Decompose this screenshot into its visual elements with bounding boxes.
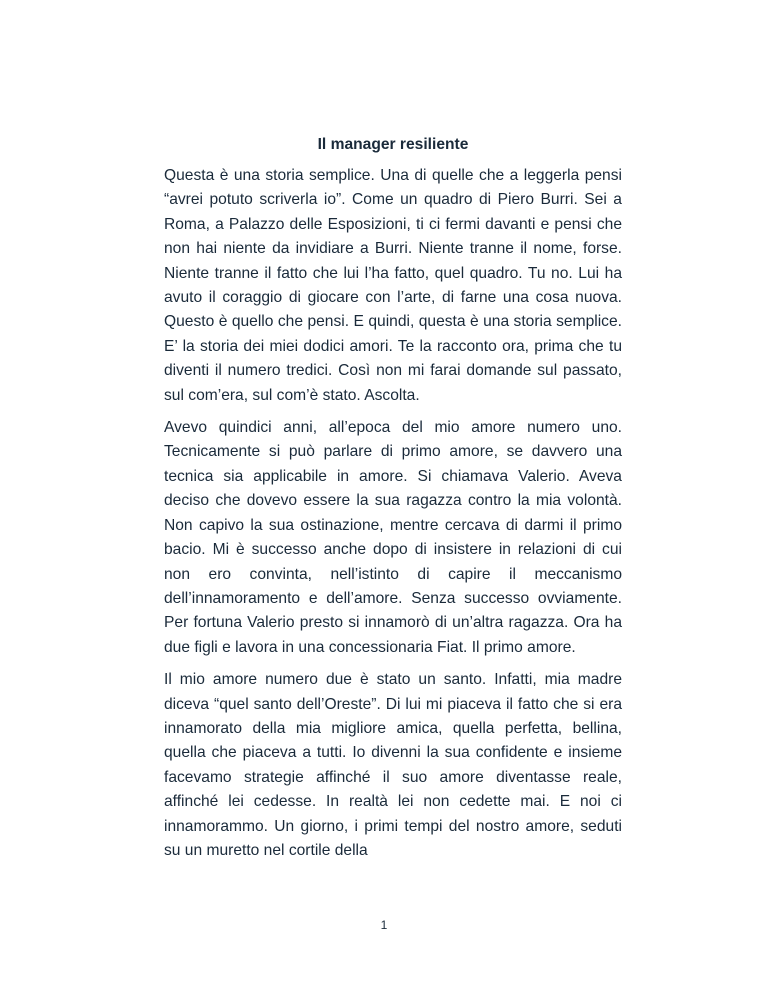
page-number: 1 bbox=[380, 918, 388, 932]
document-body bbox=[164, 133, 622, 871]
document-title: Il manager resiliente bbox=[317, 136, 469, 153]
paragraph-2: Avevo quindici anni, all’epoca del mio amore numero uno. Tecnicamente si può parlare di primo amore, se davvero una tecnica sia applicabile in amore. Si chiamava Valerio. Aveva deciso che dovevo essere la sua ragazza contro la mia volontà. Non capivo la sua ostinazione, mentre cercava di darmi il primo bacio. Mi è successo anche dopo di insistere in relazioni di cui non ero convinta, nell’istinto di capire il meccanismo dell’innamoramento e dell’amore. Senza successo ovviamente. Per fortuna Valerio presto si innamorò di un’altra ragazza. Ora ha due figli e lavora in una concessionaria Fiat. Il primo amore. bbox=[164, 419, 622, 656]
paragraph-1: Questa è una storia semplice. Una di quelle che a leggerla pensi “avrei potuto scriverla io”. Come un quadro di Piero Burri. Sei a Roma, a Palazzo delle Esposizioni, ti ci fermi davanti e pensi che non hai niente da invidiare a Burri. Niente tranne il nome, forse. Niente tranne il fatto che lui l’ha fatto, quel quadro. Tu no. Lui ha avuto il coraggio di giocare con l’arte, di farne una cosa nuova. Questo è quello che pensi. E quindi, questa è una storia semplice. E’ la storia dei miei dodici amori. Te la racconto ora, prima che tu diventi il numero tredici. Così non mi farai domande sul passato, sul com’era, sul com’è stato. Ascolta. bbox=[164, 167, 622, 404]
paragraph-3: Il mio amore numero due è stato un santo. Infatti, mia madre diceva “quel santo dell’Oreste”. Di lui mi piaceva il fatto che si era innamorato della mia migliore amica, quella perfetta, bellina, quella che piaceva a tutti. Io divenni la sua confidente e insieme facevamo strategie affinché il suo amore diventasse reale, affinché lei cedesse. In realtà lei non cedette mai. E noi ci innamorammo. Un giorno, i primi tempi del nostro amore, seduti su un muretto nel cortile della bbox=[164, 671, 622, 859]
